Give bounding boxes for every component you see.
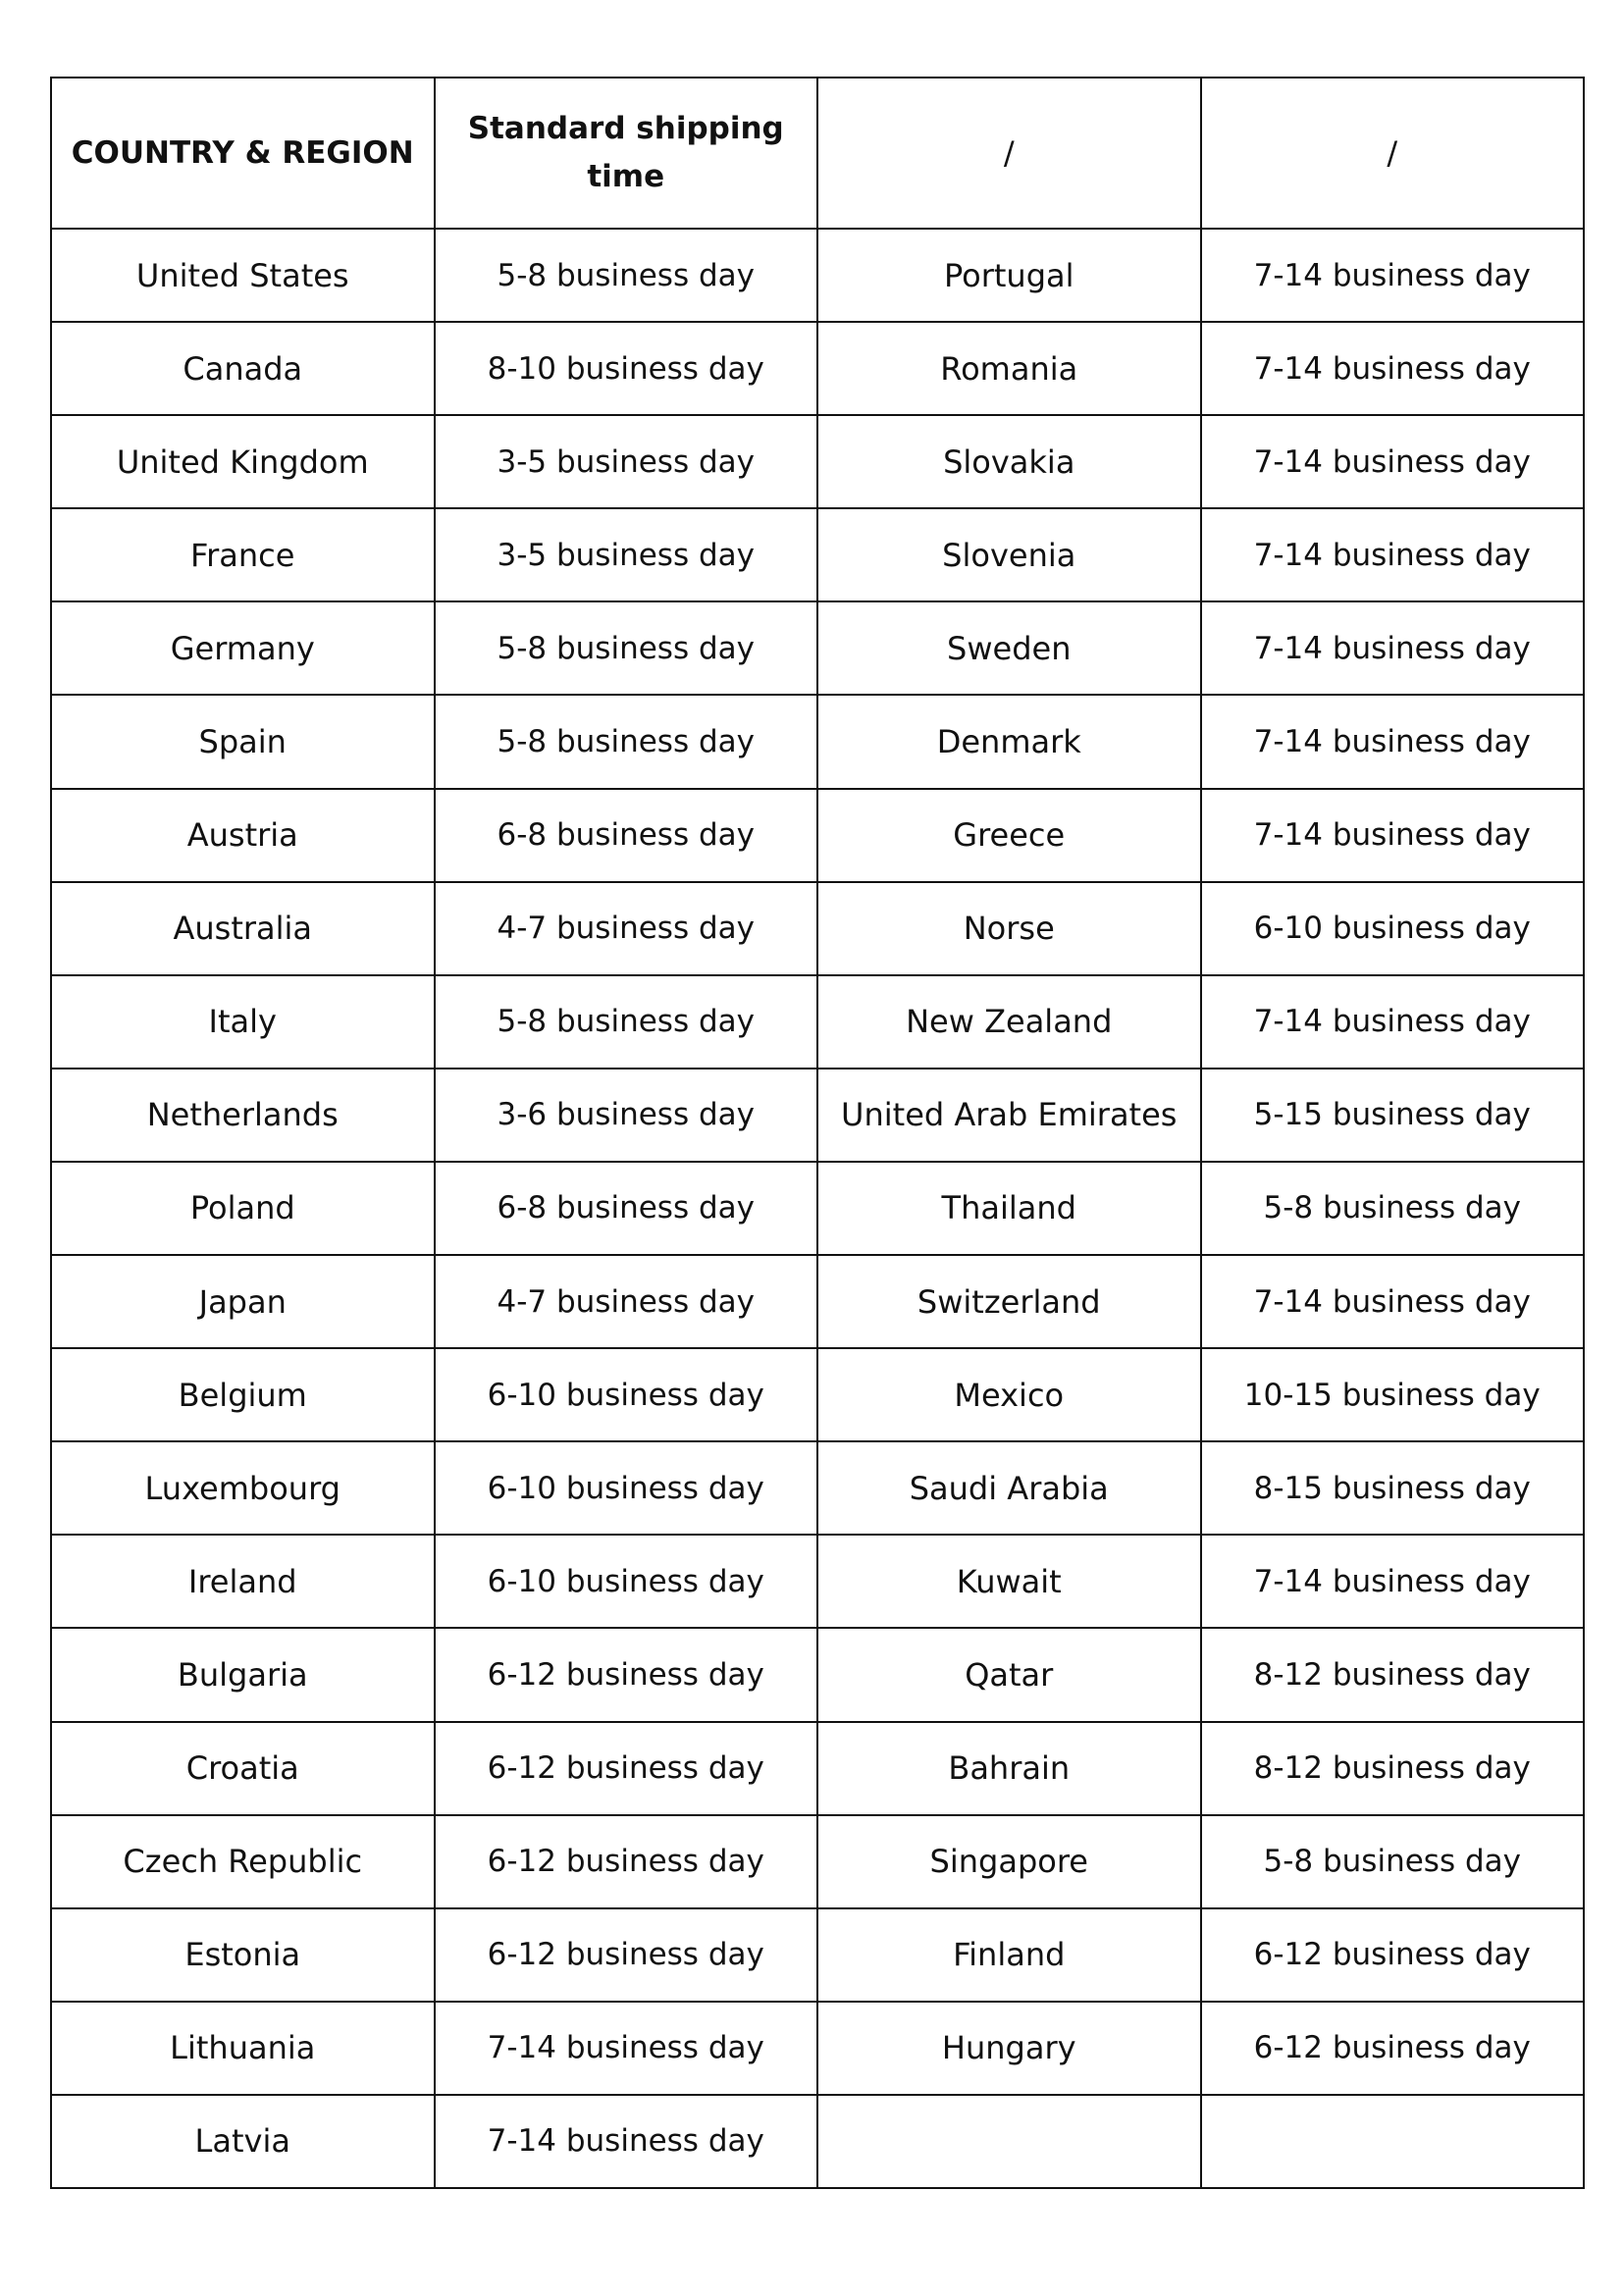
- country-cell: Greece: [817, 789, 1201, 882]
- shipping-time-cell: 3-5 business day: [435, 508, 818, 601]
- shipping-time-cell: 6-12 business day: [435, 1628, 818, 1721]
- shipping-time-cell: 5-8 business day: [435, 695, 818, 788]
- table-row: [51, 882, 1584, 975]
- shipping-time-cell: 5-8 business day: [435, 601, 818, 695]
- header-standard-shipping-time: Standard shipping time: [435, 78, 818, 229]
- shipping-time-cell: 5-8 business day: [1201, 1815, 1585, 1908]
- country-cell: Poland: [51, 1162, 435, 1255]
- country-cell: Luxembourg: [51, 1441, 435, 1535]
- shipping-time-cell: 6-10 business day: [435, 1348, 818, 1441]
- table-row: [51, 2002, 1584, 2095]
- shipping-time-cell: 8-12 business day: [1201, 1628, 1585, 1721]
- table-row: [51, 415, 1584, 508]
- country-cell: Singapore: [817, 1815, 1201, 1908]
- country-cell: Denmark: [817, 695, 1201, 788]
- table-body: [51, 229, 1584, 2188]
- country-cell: Finland: [817, 1908, 1201, 2002]
- shipping-time-cell: 6-10 business day: [1201, 882, 1585, 975]
- country-cell: Slovenia: [817, 508, 1201, 601]
- shipping-time-cell: 8-10 business day: [435, 322, 818, 415]
- country-cell: Czech Republic: [51, 1815, 435, 1908]
- table-row: [51, 1722, 1584, 1815]
- country-cell: Qatar: [817, 1628, 1201, 1721]
- country-cell: Slovakia: [817, 415, 1201, 508]
- country-cell: Bulgaria: [51, 1628, 435, 1721]
- country-cell: France: [51, 508, 435, 601]
- table-header-row: [51, 78, 1584, 229]
- table-row: [51, 1908, 1584, 2002]
- country-cell: Spain: [51, 695, 435, 788]
- shipping-time-cell: 4-7 business day: [435, 882, 818, 975]
- table-row: [51, 1441, 1584, 1535]
- shipping-time-cell: 8-15 business day: [1201, 1441, 1585, 1535]
- country-cell: Norse: [817, 882, 1201, 975]
- table-row: [51, 789, 1584, 882]
- country-cell: Canada: [51, 322, 435, 415]
- shipping-time-cell: 7-14 business day: [1201, 1535, 1585, 1628]
- table-row: [51, 601, 1584, 695]
- country-cell: Romania: [817, 322, 1201, 415]
- shipping-times-table: [50, 77, 1585, 2189]
- country-cell: New Zealand: [817, 975, 1201, 1069]
- shipping-time-cell: 7-14 business day: [1201, 229, 1585, 322]
- shipping-time-cell: 6-8 business day: [435, 789, 818, 882]
- country-cell: Latvia: [51, 2095, 435, 2188]
- table-row: [51, 695, 1584, 788]
- shipping-time-cell: 6-10 business day: [435, 1535, 818, 1628]
- shipping-time-cell: 3-5 business day: [435, 415, 818, 508]
- shipping-time-cell: 5-8 business day: [435, 229, 818, 322]
- country-cell: Mexico: [817, 1348, 1201, 1441]
- country-cell: Hungary: [817, 2002, 1201, 2095]
- table-row: [51, 1255, 1584, 1348]
- shipping-time-cell: 6-12 business day: [1201, 1908, 1585, 2002]
- table-row: [51, 1815, 1584, 1908]
- country-cell: Kuwait: [817, 1535, 1201, 1628]
- shipping-time-cell: 7-14 business day: [1201, 508, 1585, 601]
- shipping-time-cell: 7-14 business day: [1201, 415, 1585, 508]
- shipping-time-cell: 7-14 business day: [1201, 1255, 1585, 1348]
- header-slash-time: /: [1201, 78, 1585, 229]
- country-cell: Austria: [51, 789, 435, 882]
- shipping-time-cell: 7-14 business day: [435, 2095, 818, 2188]
- country-cell: United Arab Emirates: [817, 1069, 1201, 1162]
- table-row: [51, 508, 1584, 601]
- shipping-time-cell: 6-12 business day: [435, 1815, 818, 1908]
- country-cell: Switzerland: [817, 1255, 1201, 1348]
- table-row: [51, 1348, 1584, 1441]
- country-cell: Saudi Arabia: [817, 1441, 1201, 1535]
- table-row: [51, 2095, 1584, 2188]
- shipping-time-cell: 7-14 business day: [1201, 695, 1585, 788]
- country-cell: [817, 2095, 1201, 2188]
- shipping-time-cell: 6-12 business day: [435, 1908, 818, 2002]
- country-cell: Sweden: [817, 601, 1201, 695]
- table-row: [51, 1162, 1584, 1255]
- country-cell: Portugal: [817, 229, 1201, 322]
- country-cell: Australia: [51, 882, 435, 975]
- shipping-time-cell: 8-12 business day: [1201, 1722, 1585, 1815]
- shipping-time-cell: 6-12 business day: [435, 1722, 818, 1815]
- shipping-time-cell: 6-8 business day: [435, 1162, 818, 1255]
- country-cell: Belgium: [51, 1348, 435, 1441]
- shipping-time-cell: 10-15 business day: [1201, 1348, 1585, 1441]
- shipping-time-cell: 6-12 business day: [1201, 2002, 1585, 2095]
- country-cell: Italy: [51, 975, 435, 1069]
- shipping-time-cell: [1201, 2095, 1585, 2188]
- shipping-time-cell: 3-6 business day: [435, 1069, 818, 1162]
- shipping-time-cell: 5-8 business day: [1201, 1162, 1585, 1255]
- table-row: [51, 1069, 1584, 1162]
- table-row: [51, 975, 1584, 1069]
- shipping-time-cell: 5-15 business day: [1201, 1069, 1585, 1162]
- country-cell: Lithuania: [51, 2002, 435, 2095]
- shipping-time-cell: 7-14 business day: [1201, 322, 1585, 415]
- shipping-time-cell: 7-14 business day: [1201, 975, 1585, 1069]
- shipping-time-cell: 4-7 business day: [435, 1255, 818, 1348]
- header-slash-country: /: [817, 78, 1201, 229]
- table-row: [51, 229, 1584, 322]
- country-cell: United Kingdom: [51, 415, 435, 508]
- header-country-region: COUNTRY & REGION: [51, 78, 435, 229]
- shipping-time-cell: 7-14 business day: [435, 2002, 818, 2095]
- country-cell: Ireland: [51, 1535, 435, 1628]
- table-row: [51, 1535, 1584, 1628]
- country-cell: Japan: [51, 1255, 435, 1348]
- table-row: [51, 1628, 1584, 1721]
- country-cell: Thailand: [817, 1162, 1201, 1255]
- country-cell: Estonia: [51, 1908, 435, 2002]
- table-row: [51, 322, 1584, 415]
- country-cell: Croatia: [51, 1722, 435, 1815]
- shipping-time-cell: 7-14 business day: [1201, 601, 1585, 695]
- country-cell: Bahrain: [817, 1722, 1201, 1815]
- country-cell: Germany: [51, 601, 435, 695]
- shipping-time-cell: 7-14 business day: [1201, 789, 1585, 882]
- shipping-time-cell: 6-10 business day: [435, 1441, 818, 1535]
- shipping-time-cell: 5-8 business day: [435, 975, 818, 1069]
- country-cell: United States: [51, 229, 435, 322]
- country-cell: Netherlands: [51, 1069, 435, 1162]
